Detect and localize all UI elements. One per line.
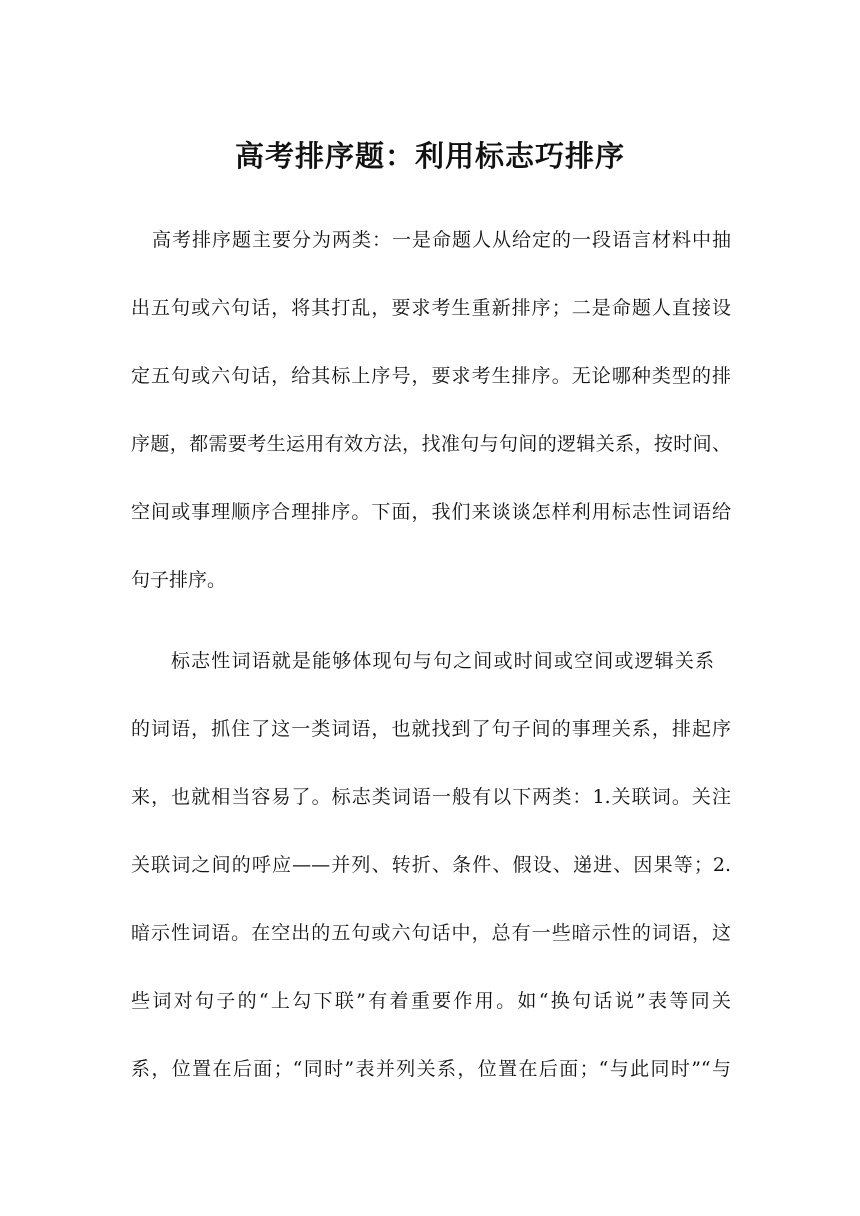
paragraph-line: 系，位置在后面；“同时”表并列关系，位置在后面；“与此同时”“与	[131, 1058, 731, 1080]
paragraph-line: 出五句或六句话，将其打乱，要求考生重新排序；二是命题人直接设	[131, 297, 731, 319]
paragraph-line: 标志性词语就是能够体现句与句之间或时间或空间或逻辑关系	[171, 650, 714, 672]
paragraph-line: 序题，都需要考生运用有效方法，找准句与句间的逻辑关系，按时间、	[131, 433, 731, 455]
paragraph-line: 关联词之间的呼应——并列、转折、条件、假设、递进、因果等；2.	[131, 854, 731, 876]
paragraph-line: 来，也就相当容易了。标志类词语一般有以下两类：1.关联词。关注	[131, 786, 731, 808]
paragraph-line: 高考排序题主要分为两类：一是命题人从给定的一段语言材料中抽	[152, 229, 731, 251]
paragraph-line: 空间或事理顺序合理排序。下面，我们来谈谈怎样利用标志性词语给	[131, 501, 731, 523]
paragraph-line: 定五句或六句话，给其标上序号，要求考生排序。无论哪种类型的排	[131, 365, 731, 387]
paragraph-line: 的词语，抓住了这一类词语，也就找到了句子间的事理关系，排起序	[131, 718, 731, 740]
paragraph-line: 些词对句子的“上勾下联”有着重要作用。如“换句话说”表等同关	[131, 990, 731, 1012]
paragraph-line: 句子排序。	[131, 569, 227, 591]
paragraph-line: 暗示性词语。在空出的五句或六句话中，总有一些暗示性的词语，这	[131, 922, 731, 944]
document-title: 高考排序题：利用标志巧排序	[234, 139, 625, 173]
